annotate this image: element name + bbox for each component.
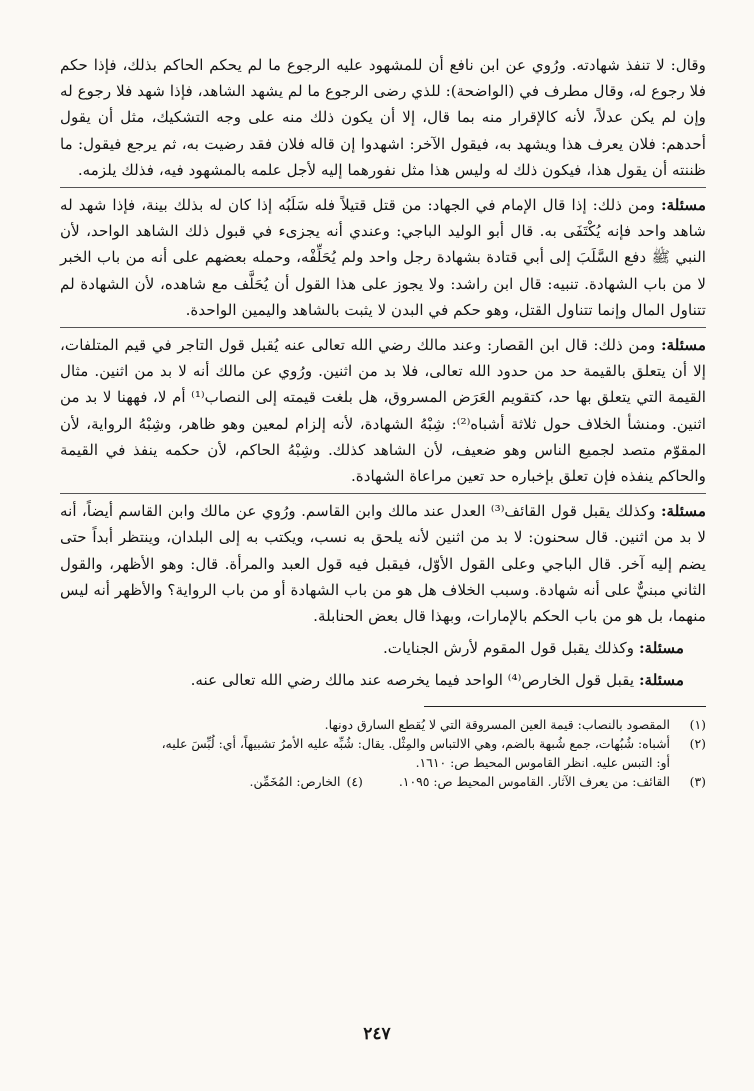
paragraph-text: وقال: لا تنفذ شهادته. ورُوي عن ابن نافع أن للمشهود عليه الرجوع ما لم يحكم الحاكم بذلك، فإذا حكم فلا رجوع له، وقال مطرف في (الواضحة): للذي رضى الرجوع ما لم يشهد الشاهد، فإذا شهد فلا رجوع له وإن لم يكن عدلاً، لأنه كالإقرار منه بما قال، إلا أن يكون ذلك منه على وجه التشكيك، مثل أن يقول أحدهم: فلان يعرف هذا ويشهد به، فيقول الآخر: اشهدوا إن قاله فلان فقد رضيت به، ثم يرجع فيقول: ما ظننته أن يقول هذا، فيكون ذلك له وليس هذا مثل نفورهما إليه لأجل علمه بالمشهود فيه، فذلك يلزمه.	[60, 56, 706, 179]
footnote-text: أشباه: شُبُهات، جمع شُبهة بالضم، وهي الالتباس والمِثْل. يقال: شُبِّه عليه الأمرُ تشبيهاً، أي: لُبِّسَ عليه،	[161, 735, 670, 751]
masala-label: مسئلة:	[638, 639, 684, 658]
footnote-2	[60, 734, 706, 753]
footnote-text: الخارص: المُخَمِّن.	[249, 773, 341, 789]
footnote-text: المقصود بالنصاب: قيمة العين المسروقة التي لا يُقطع السارق دونها.	[324, 716, 670, 732]
masala-label: مسئلة:	[660, 336, 707, 355]
page-number: ٢٤٧	[363, 1024, 391, 1044]
section-divider	[60, 187, 706, 188]
footnote-number: (٢)	[689, 735, 706, 751]
footnote-text: القائف: من يعرف الآثار. القاموس المحيط ص: ١٠٩٥.	[398, 773, 670, 789]
footnote-2-continuation: أو: التبس عليه. انظر القاموس المحيط ص: ١٦١٠.	[415, 754, 670, 770]
paragraph-text: وكذلك يقبل قول المقوم لأرش الجنايات.	[382, 639, 635, 658]
masala-paragraph	[60, 667, 706, 693]
masala-paragraph	[60, 332, 706, 489]
footnote-number: (١)	[689, 716, 706, 732]
masala-paragraph	[60, 192, 706, 323]
footnote-1	[60, 715, 706, 734]
masala-label: مسئلة:	[660, 196, 707, 215]
footnote-number: (٣)	[689, 773, 706, 789]
masala-paragraph	[60, 635, 706, 661]
masala-label: مسئلة:	[660, 502, 706, 521]
paragraph-intro	[60, 52, 706, 183]
page-body	[60, 52, 706, 791]
paragraph-text: ومن ذلك: إذا قال الإمام في الجهاد: من قتل قتيلاً فله سَلَبُه إذا كان له بذلك بينة، فإذا شهد له شاهد واحد فإنه يُكْتَفَى به. قال أبو الوليد الباجي: وعندي أنه يجزىء في قبول ذلك الشاهد الواحد، لأن النبي ﷺ دفع السَّلَبَ إلى أبي قتادة بشهادة رجل واحد ولم يُحَلِّفْه، وحمله بعضهم على أنه من باب الخبر لا من باب الشهادة. تنبيه: قال ابن راشد: ولا يجوز على هذا القول أن يُحَلَّف مع شاهده، لأن الشهادة لم تتناول المال وإنما تتناول القتل، وهو حكم في البدن لا يثبت بالشاهد واليمين الواحدة.	[60, 196, 706, 319]
footnote-separator	[424, 706, 706, 707]
section-divider	[60, 493, 706, 494]
paragraph-text: وكذلك يقبل قول القائف⁽³⁾ العدل عند مالك وابن القاسم. ورُوي عن مالك وابن القاسم أيضاً، أنه لا بد من اثنين. قال سحنون: لا بد من اثنين لأنه يلحق به نسب، ويكتب به إلى البلدان، وينتظر أبداً حتى يضم إليه آخر. قال الباجي وعلى القول الأوّل، فيقبل فيه قول العبد والمرأة. قال: وهو الأظهر، والقول الثاني مبنيٌّ على أنه شهادة. وسبب الخلاف هل هو من باب الشهادة أو من باب الرواية؟ والأظهر أنه ليس منهما، بل هو من باب الحكم بالإمارات، وبهذا قال بعض الحنابلة.	[60, 502, 706, 626]
masala-paragraph	[60, 498, 706, 629]
footnote-number: (٤)	[346, 773, 363, 789]
footnote-3-and-4	[60, 772, 706, 791]
masala-label: مسئلة:	[638, 671, 684, 690]
footnotes	[60, 715, 706, 791]
section-divider	[60, 327, 706, 328]
paragraph-text: يقبل قول الخارص⁽⁴⁾ الواحد فيما يخرصه عند مالك رضي الله تعالى عنه.	[190, 671, 635, 690]
paragraph-text: ومن ذلك: قال ابن القصار: وعند مالك رضي الله تعالى عنه يُقبل قول التاجر في قيم المتلفات، إلا أن يتعلق بالقيمة حد من حدود الله تعالى، فلا بد من اثنين. ورُوي عن مالك أنه لا بد من اثنين. مثال القيمة التي يتعلق بها حد، كتقويم العَرَض المسروق، هل بلغت قيمته إلى النصاب⁽¹⁾ أم لا، فههنا لا بد من اثنين. ومنشأ الخلاف حول ثلاثة أشباه⁽²⁾: شِبْهُ الشهادة، لأنه إلزام لمعين وهو ظاهر، وشِبْهُ الرواية، لأن المقوّم متصد لجميع الناس وهو ضعيف، لأن الشاهد كذلك. وشِبْهُ الحاكم، لأن حكمه ينفذ في القيمة والحاكم ينفذه فإن تعلق بإخباره حد تعين مراعاة الشهادة.	[60, 336, 706, 486]
